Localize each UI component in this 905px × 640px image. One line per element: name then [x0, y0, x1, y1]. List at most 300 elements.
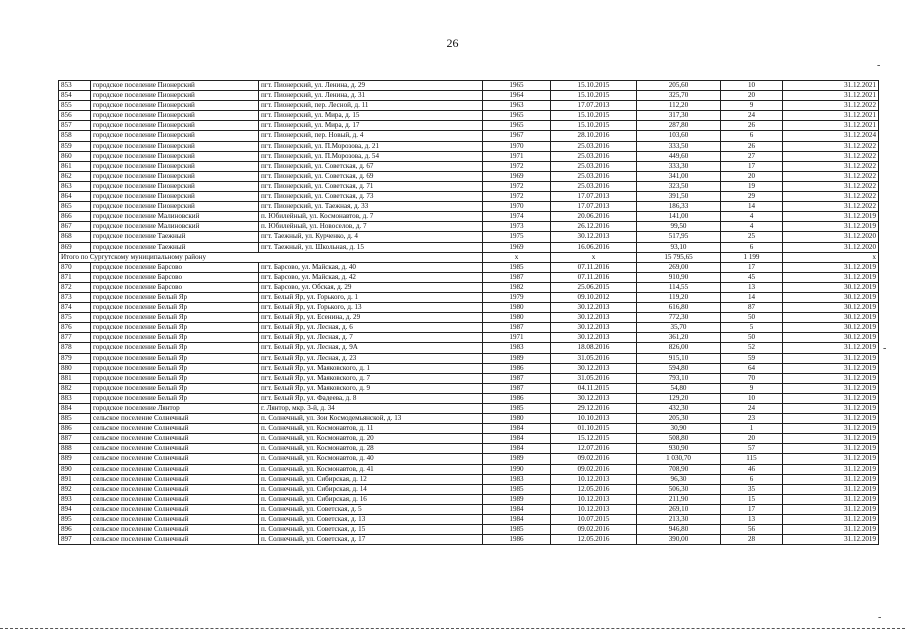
area-cell: 323,50 — [637, 181, 721, 191]
area-cell: 341,00 — [637, 171, 721, 181]
year-cell: 1985 — [483, 404, 551, 414]
table-row — [59, 444, 879, 454]
settlement-cell: городское поселение Белый Яр — [91, 343, 259, 353]
settlement-cell: городское поселение Белый Яр — [91, 373, 259, 383]
area-cell: 205,60 — [637, 81, 721, 91]
settlement-cell: городское поселение Пионерский — [91, 121, 259, 131]
row-number-cell: 857 — [59, 121, 91, 131]
year-cell: 1983 — [483, 343, 551, 353]
date-cell: 15.10.2015 — [551, 121, 637, 131]
address-cell: пгт. Пионерский, пер. Лесной, д. 11 — [259, 101, 483, 111]
address-cell: пгт. Белый Яр, ул. Маяковского, д. 9 — [259, 383, 483, 393]
quantity-cell: 52 — [721, 343, 783, 353]
quantity-cell: 14 — [721, 292, 783, 302]
row-number-cell: 885 — [59, 414, 91, 424]
quantity-cell: 28 — [721, 535, 783, 545]
settlement-cell: городское поселение Белый Яр — [91, 292, 259, 302]
row-number-cell: 856 — [59, 111, 91, 121]
area-cell: 708,90 — [637, 464, 721, 474]
table-row — [59, 373, 879, 383]
deadline-cell: 31.12.2019 — [783, 464, 879, 474]
settlement-cell: сельское поселение Солнечный — [91, 525, 259, 535]
settlement-cell: городское поселение Лянтор — [91, 404, 259, 414]
table-row — [59, 272, 879, 282]
table-row — [59, 383, 879, 393]
subtotal-label: Итого по Сургутскому муниципальному району — [59, 252, 483, 262]
area-cell: 15 795,65 — [637, 252, 721, 262]
address-cell: пгт. Пионерский, пер. Новый, д. 4 — [259, 131, 483, 141]
quantity-cell: 57 — [721, 444, 783, 454]
table-body — [59, 81, 879, 545]
settlement-cell: городское поселение Белый Яр — [91, 303, 259, 313]
year-cell: 1980 — [483, 313, 551, 323]
year-cell: 1972 — [483, 161, 551, 171]
table-row — [59, 353, 879, 363]
date-cell: 15.10.2015 — [551, 111, 637, 121]
deadline-cell: 31.12.2019 — [783, 262, 879, 272]
table-row — [59, 535, 879, 545]
date-cell: 25.06.2015 — [551, 282, 637, 292]
table-row — [59, 323, 879, 333]
year-cell: 1963 — [483, 101, 551, 111]
deadline-cell: 31.12.2019 — [783, 363, 879, 373]
area-cell: 333,50 — [637, 141, 721, 151]
date-cell: 25.03.2016 — [551, 181, 637, 191]
date-cell: 16.06.2016 — [551, 242, 637, 252]
date-cell: 29.12.2016 — [551, 404, 637, 414]
area-cell: 141,00 — [637, 212, 721, 222]
quantity-cell: 9 — [721, 101, 783, 111]
date-cell: 15.10.2015 — [551, 81, 637, 91]
year-cell: 1974 — [483, 212, 551, 222]
row-number-cell: 893 — [59, 494, 91, 504]
date-cell: 10.07.2015 — [551, 515, 637, 525]
settlement-cell: сельское поселение Солнечный — [91, 494, 259, 504]
area-cell: 269,00 — [637, 262, 721, 272]
year-cell: 1975 — [483, 232, 551, 242]
quantity-cell: 10 — [721, 393, 783, 403]
area-cell: 333,30 — [637, 161, 721, 171]
quantity-cell: 23 — [721, 414, 783, 424]
deadline-cell: 31.12.2019 — [783, 373, 879, 383]
row-number-cell: 896 — [59, 525, 91, 535]
table-row — [59, 474, 879, 484]
date-cell: 25.03.2016 — [551, 171, 637, 181]
date-cell: 20.06.2016 — [551, 212, 637, 222]
date-cell: 31.05.2016 — [551, 353, 637, 363]
deadline-cell: 31.12.2022 — [783, 101, 879, 111]
date-cell: 30.12.2013 — [551, 393, 637, 403]
row-number-cell: 890 — [59, 464, 91, 474]
table-row — [59, 91, 879, 101]
deadline-cell: 31.12.2021 — [783, 121, 879, 131]
quantity-cell: 64 — [721, 363, 783, 373]
row-number-cell: 884 — [59, 404, 91, 414]
row-number-cell: 864 — [59, 192, 91, 202]
year-cell: 1984 — [483, 424, 551, 434]
deadline-cell: 31.12.2019 — [783, 504, 879, 514]
address-cell: пгт. Белый Яр, ул. Лесная, д. 7 — [259, 333, 483, 343]
address-cell: п. Солнечный, ул. Сибирская, д. 12 — [259, 474, 483, 484]
quantity-cell: 4 — [721, 222, 783, 232]
row-number-cell: 854 — [59, 91, 91, 101]
deadline-cell: 31.12.2019 — [783, 222, 879, 232]
year-cell: 1965 — [483, 121, 551, 131]
area-cell: 361,20 — [637, 333, 721, 343]
settlement-cell: городское поселение Белый Яр — [91, 323, 259, 333]
quantity-cell: 35 — [721, 484, 783, 494]
row-number-cell: 875 — [59, 313, 91, 323]
area-cell: 287,80 — [637, 121, 721, 131]
date-cell: 31.05.2016 — [551, 373, 637, 383]
quantity-cell: 4 — [721, 212, 783, 222]
address-cell: п. Юбилейный, ул. Новоселов, д. 7 — [259, 222, 483, 232]
row-number-cell: 858 — [59, 131, 91, 141]
year-cell: 1985 — [483, 262, 551, 272]
address-cell: пгт. Барсово, ул. Майская, д. 42 — [259, 272, 483, 282]
deadline-cell: 31.12.2019 — [783, 393, 879, 403]
row-number-cell: 883 — [59, 393, 91, 403]
year-cell: 1984 — [483, 434, 551, 444]
area-cell: 517,95 — [637, 232, 721, 242]
table-row — [59, 424, 879, 434]
address-cell: п. Солнечный, ул. Сибирская, д. 14 — [259, 484, 483, 494]
address-cell: пгт. Пионерский, ул. Советская, д. 69 — [259, 171, 483, 181]
row-number-cell: 869 — [59, 242, 91, 252]
deadline-cell: 31.12.2019 — [783, 414, 879, 424]
row-number-cell: 870 — [59, 262, 91, 272]
area-cell: 129,20 — [637, 393, 721, 403]
date-cell: 17.07.2013 — [551, 202, 637, 212]
table-row — [59, 363, 879, 373]
row-number-cell: 860 — [59, 151, 91, 161]
quantity-cell: 20 — [721, 434, 783, 444]
year-cell: 1987 — [483, 272, 551, 282]
deadline-cell: 31.12.2019 — [783, 484, 879, 494]
date-cell: x — [551, 252, 637, 262]
year-cell: 1980 — [483, 303, 551, 313]
address-cell: п. Солнечный, ул. Сибирская, д. 16 — [259, 494, 483, 504]
settlement-cell: сельское поселение Солнечный — [91, 464, 259, 474]
table-row — [59, 121, 879, 131]
date-cell: 09.02.2016 — [551, 525, 637, 535]
settlement-cell: сельское поселение Солнечный — [91, 504, 259, 514]
address-cell: пгт. Таежный, ул. Курченко, д. 4 — [259, 232, 483, 242]
deadline-cell: 31.12.2019 — [783, 383, 879, 393]
settlement-cell: городское поселение Пионерский — [91, 171, 259, 181]
table-row — [59, 313, 879, 323]
date-cell: 09.02.2016 — [551, 464, 637, 474]
address-cell: п. Солнечный, ул. Космонавтов, д. 28 — [259, 444, 483, 454]
year-cell: 1987 — [483, 383, 551, 393]
date-cell: 09.02.2016 — [551, 454, 637, 464]
deadline-cell: 31.12.2019 — [783, 474, 879, 484]
quantity-cell: 17 — [721, 504, 783, 514]
table-row — [59, 393, 879, 403]
date-cell: 10.12.2013 — [551, 504, 637, 514]
area-cell: 915,10 — [637, 353, 721, 363]
table-row — [59, 262, 879, 272]
row-number-cell: 874 — [59, 303, 91, 313]
year-cell: 1965 — [483, 81, 551, 91]
quantity-cell: 25 — [721, 232, 783, 242]
row-number-cell: 853 — [59, 81, 91, 91]
quantity-cell: 27 — [721, 151, 783, 161]
quantity-cell: 26 — [721, 141, 783, 151]
table-row — [59, 292, 879, 302]
settlement-cell: сельское поселение Солнечный — [91, 474, 259, 484]
deadline-cell: 31.12.2019 — [783, 343, 879, 353]
settlement-cell: сельское поселение Солнечный — [91, 434, 259, 444]
quantity-cell: 5 — [721, 323, 783, 333]
quantity-cell: 87 — [721, 303, 783, 313]
year-cell: 1969 — [483, 171, 551, 181]
address-cell: пгт. Белый Яр, ул. Лесная, д. 6 — [259, 323, 483, 333]
deadline-cell: 31.12.2019 — [783, 424, 879, 434]
deadline-cell: 31.12.2020 — [783, 232, 879, 242]
deadline-cell: 31.12.2022 — [783, 171, 879, 181]
quantity-cell: 26 — [721, 121, 783, 131]
settlement-cell: городское поселение Белый Яр — [91, 333, 259, 343]
quantity-cell: 24 — [721, 404, 783, 414]
scan-mark: - — [878, 612, 882, 623]
area-cell: 103,60 — [637, 131, 721, 141]
area-cell: 213,30 — [637, 515, 721, 525]
date-cell: 15.12.2015 — [551, 434, 637, 444]
area-cell: 269,10 — [637, 504, 721, 514]
date-cell: 17.07.2013 — [551, 192, 637, 202]
deadline-cell: 31.12.2019 — [783, 212, 879, 222]
scan-mark: - — [877, 60, 881, 71]
year-cell: 1989 — [483, 454, 551, 464]
settlement-cell: городское поселение Пионерский — [91, 161, 259, 171]
address-cell: пгт. Белый Яр, ул. Горького, д. 13 — [259, 303, 483, 313]
deadline-cell: 30.12.2019 — [783, 292, 879, 302]
row-number-cell: 861 — [59, 161, 91, 171]
quantity-cell: 70 — [721, 373, 783, 383]
quantity-cell: 10 — [721, 81, 783, 91]
year-cell: 1983 — [483, 474, 551, 484]
row-number-cell: 862 — [59, 171, 91, 181]
row-number-cell: 877 — [59, 333, 91, 343]
area-cell: 946,80 — [637, 525, 721, 535]
deadline-cell: 31.12.2019 — [783, 535, 879, 545]
quantity-cell: 13 — [721, 282, 783, 292]
deadline-cell: 31.12.2024 — [783, 131, 879, 141]
address-cell: п. Солнечный, ул. Советская, д. 5 — [259, 504, 483, 514]
row-number-cell: 894 — [59, 504, 91, 514]
area-cell: 211,90 — [637, 494, 721, 504]
settlement-cell: городское поселение Малиновский — [91, 222, 259, 232]
address-cell: пгт. Пионерский, ул. Советская, д. 73 — [259, 192, 483, 202]
settlement-cell: сельское поселение Солнечный — [91, 484, 259, 494]
table-row — [59, 282, 879, 292]
quantity-cell: 13 — [721, 515, 783, 525]
deadline-cell: 31.12.2019 — [783, 404, 879, 414]
date-cell: 30.12.2013 — [551, 303, 637, 313]
table-row — [59, 343, 879, 353]
settlement-cell: городское поселение Пионерский — [91, 151, 259, 161]
date-cell: 28.10.2016 — [551, 131, 637, 141]
year-cell: 1979 — [483, 292, 551, 302]
deadline-cell: 31.12.2019 — [783, 515, 879, 525]
settlement-cell: городское поселение Малиновский — [91, 212, 259, 222]
row-number-cell: 855 — [59, 101, 91, 111]
settlement-cell: городское поселение Пионерский — [91, 111, 259, 121]
area-cell: 910,90 — [637, 272, 721, 282]
year-cell: 1990 — [483, 464, 551, 474]
settlement-cell: городское поселение Барсово — [91, 262, 259, 272]
deadline-cell: 31.12.2022 — [783, 192, 879, 202]
address-cell: пгт. Пионерский, ул. П.Морозова, д. 21 — [259, 141, 483, 151]
address-cell: пгт. Барсово, ул. Обская, д. 29 — [259, 282, 483, 292]
row-number-cell: 868 — [59, 232, 91, 242]
settlement-cell: городское поселение Таежный — [91, 232, 259, 242]
row-number-cell: 895 — [59, 515, 91, 525]
deadline-cell: 31.12.2019 — [783, 454, 879, 464]
deadline-cell: 31.12.2022 — [783, 181, 879, 191]
row-number-cell: 880 — [59, 363, 91, 373]
deadline-cell: 30.12.2019 — [783, 333, 879, 343]
table-row — [59, 242, 879, 252]
table-row — [59, 484, 879, 494]
subtotal-row — [59, 252, 879, 262]
year-cell: 1987 — [483, 323, 551, 333]
table-row — [59, 81, 879, 91]
date-cell: 25.03.2016 — [551, 151, 637, 161]
year-cell: 1985 — [483, 484, 551, 494]
year-cell: 1973 — [483, 222, 551, 232]
deadline-cell: 30.12.2019 — [783, 323, 879, 333]
deadline-cell: 30.12.2019 — [783, 282, 879, 292]
address-cell: г. Лянтор, мкр. 3-й, д. 34 — [259, 404, 483, 414]
date-cell: 10.12.2013 — [551, 494, 637, 504]
date-cell: 30.12.2013 — [551, 323, 637, 333]
row-number-cell: 872 — [59, 282, 91, 292]
row-number-cell: 889 — [59, 454, 91, 464]
deadline-cell: 31.12.2020 — [783, 242, 879, 252]
area-cell: 1 030,70 — [637, 454, 721, 464]
date-cell: 10.10.2013 — [551, 414, 637, 424]
date-cell: 07.11.2016 — [551, 272, 637, 282]
deadline-cell: 31.12.2021 — [783, 111, 879, 121]
row-number-cell: 887 — [59, 434, 91, 444]
area-cell: 30,90 — [637, 424, 721, 434]
quantity-cell: 46 — [721, 464, 783, 474]
settlement-cell: сельское поселение Солнечный — [91, 515, 259, 525]
year-cell: 1986 — [483, 535, 551, 545]
settlement-cell: городское поселение Пионерский — [91, 181, 259, 191]
area-cell: 616,80 — [637, 303, 721, 313]
date-cell: 12.07.2016 — [551, 444, 637, 454]
quantity-cell: 115 — [721, 454, 783, 464]
settlement-cell: городское поселение Пионерский — [91, 81, 259, 91]
area-cell: 96,30 — [637, 474, 721, 484]
settlement-cell: городское поселение Белый Яр — [91, 313, 259, 323]
area-cell: 793,10 — [637, 373, 721, 383]
deadline-cell: 31.12.2019 — [783, 272, 879, 282]
quantity-cell: 50 — [721, 313, 783, 323]
date-cell: 07.11.2016 — [551, 262, 637, 272]
table-row — [59, 454, 879, 464]
quantity-cell: 6 — [721, 242, 783, 252]
row-number-cell: 881 — [59, 373, 91, 383]
year-cell: 1985 — [483, 525, 551, 535]
settlement-cell: сельское поселение Солнечный — [91, 414, 259, 424]
year-cell: x — [483, 252, 551, 262]
quantity-cell: 59 — [721, 353, 783, 363]
year-cell: 1982 — [483, 282, 551, 292]
address-cell: пгт. Пионерский, ул. Советская, д. 71 — [259, 181, 483, 191]
date-cell: 30.12.2013 — [551, 313, 637, 323]
address-cell: п. Солнечный, ул. Зои Космодемьянской, д. 13 — [259, 414, 483, 424]
quantity-cell: 17 — [721, 161, 783, 171]
row-number-cell: 886 — [59, 424, 91, 434]
address-cell: п. Солнечный, ул. Космонавтов, д. 11 — [259, 424, 483, 434]
address-cell: пгт. Пионерский, ул. Советская, д. 67 — [259, 161, 483, 171]
area-cell: 119,20 — [637, 292, 721, 302]
settlement-cell: сельское поселение Солнечный — [91, 444, 259, 454]
quantity-cell: 14 — [721, 202, 783, 212]
housing-table-container — [58, 80, 878, 545]
area-cell: 390,00 — [637, 535, 721, 545]
area-cell: 205,30 — [637, 414, 721, 424]
year-cell: 1965 — [483, 111, 551, 121]
date-cell: 18.08.2016 — [551, 343, 637, 353]
address-cell: пгт. Белый Яр, ул. Горького, д. 1 — [259, 292, 483, 302]
deadline-cell: 31.12.2019 — [783, 353, 879, 363]
row-number-cell: 863 — [59, 181, 91, 191]
table-row — [59, 414, 879, 424]
settlement-cell: городское поселение Пионерский — [91, 202, 259, 212]
date-cell: 30.12.2013 — [551, 232, 637, 242]
quantity-cell: 1 — [721, 424, 783, 434]
year-cell: 1989 — [483, 494, 551, 504]
year-cell: 1971 — [483, 151, 551, 161]
housing-table — [58, 80, 879, 545]
table-row — [59, 151, 879, 161]
date-cell: 12.05.2016 — [551, 535, 637, 545]
table-row — [59, 303, 879, 313]
deadline-cell: 30.12.2019 — [783, 313, 879, 323]
table-row — [59, 161, 879, 171]
settlement-cell: городское поселение Пионерский — [91, 141, 259, 151]
deadline-cell: 30.12.2019 — [783, 303, 879, 313]
settlement-cell: городское поселение Белый Яр — [91, 393, 259, 403]
quantity-cell: 29 — [721, 192, 783, 202]
date-cell: 04.11.2015 — [551, 383, 637, 393]
row-number-cell: 873 — [59, 292, 91, 302]
area-cell: 506,30 — [637, 484, 721, 494]
settlement-cell: городское поселение Пионерский — [91, 192, 259, 202]
address-cell: пгт. Пионерский, ул. Таежная, д. 33 — [259, 202, 483, 212]
table-row — [59, 101, 879, 111]
address-cell: пгт. Белый Яр, ул. Есенина, д. 29 — [259, 313, 483, 323]
date-cell: 01.10.2015 — [551, 424, 637, 434]
deadline-cell: 31.12.2022 — [783, 141, 879, 151]
address-cell: пгт. Белый Яр, ул. Маяковского, д. 7 — [259, 373, 483, 383]
row-number-cell: 892 — [59, 484, 91, 494]
deadline-cell: 31.12.2019 — [783, 444, 879, 454]
address-cell: пгт. Белый Яр, ул. Лесная, д. 23 — [259, 353, 483, 363]
table-row — [59, 111, 879, 121]
area-cell: 54,80 — [637, 383, 721, 393]
address-cell: п. Солнечный, ул. Советская, д. 13 — [259, 515, 483, 525]
row-number-cell: 878 — [59, 343, 91, 353]
area-cell: 186,33 — [637, 202, 721, 212]
row-number-cell: 867 — [59, 222, 91, 232]
address-cell: п. Солнечный, ул. Космонавтов, д. 20 — [259, 434, 483, 444]
